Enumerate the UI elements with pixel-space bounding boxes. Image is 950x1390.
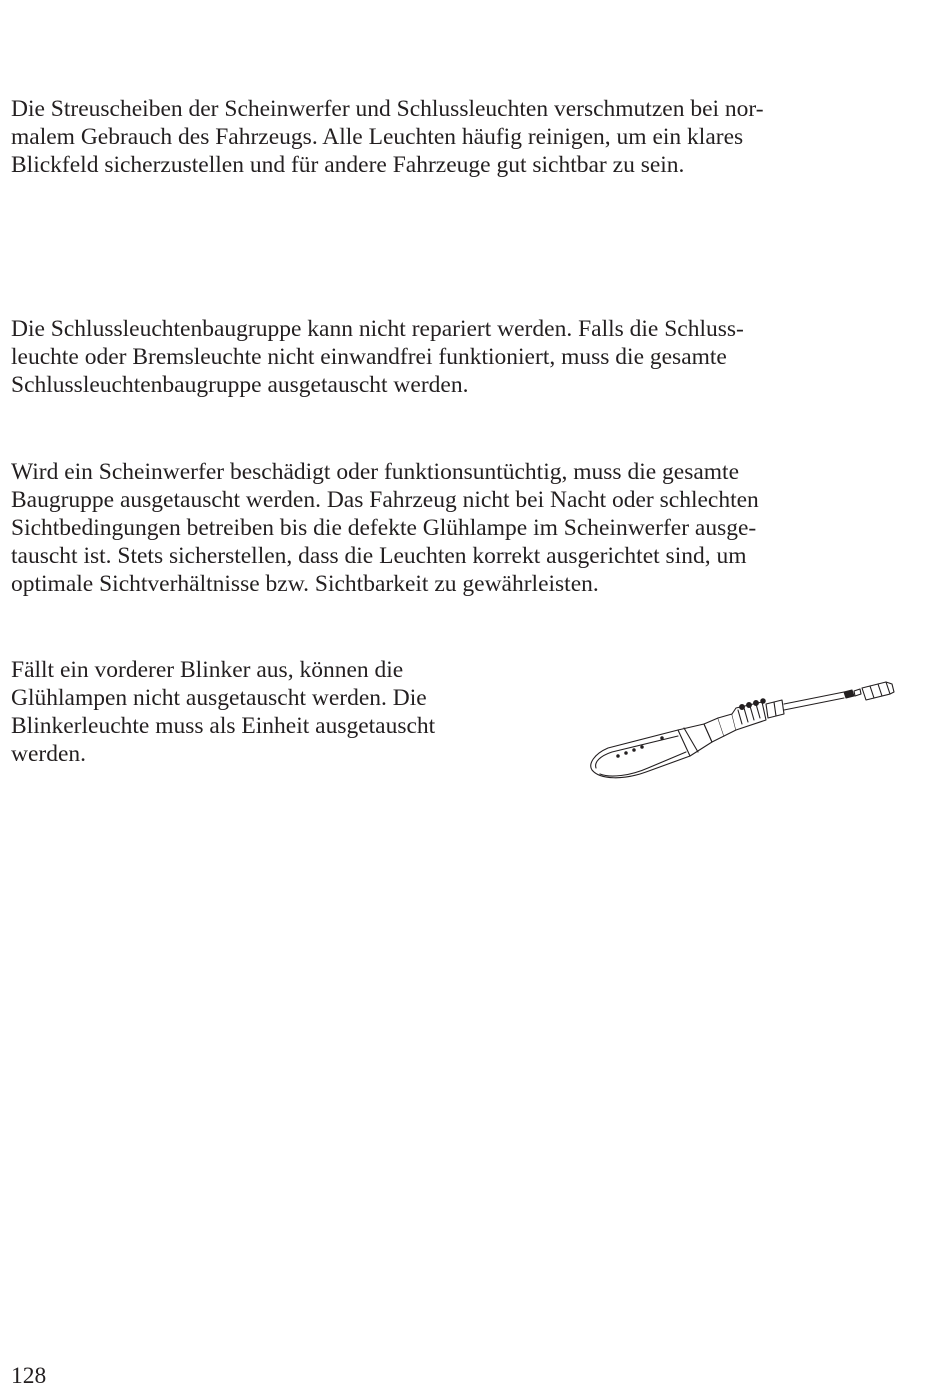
text-line: Sichtbedingungen betreiben bis die defekte Glühlampe im Scheinwerfer ausge- — [11, 515, 757, 541]
paragraph-lens-cleaning — [11, 95, 764, 179]
text-line: Blinkerleuchte muss als Einheit ausgetauscht — [11, 713, 436, 739]
paragraph-tail-light — [11, 315, 744, 399]
text-line: Die Streuscheiben der Scheinwerfer und Schlussleuchten verschmutzen bei nor- — [11, 96, 764, 122]
page-number: 128 — [11, 1363, 47, 1389]
text-line: Baugruppe ausgetauscht werden. Das Fahrzeug nicht bei Nacht oder schlechten — [11, 487, 759, 513]
paragraph-headlight — [11, 458, 759, 598]
text-line: werden. — [11, 741, 87, 767]
paragraph-turn-signal — [11, 656, 435, 768]
text-line: leuchte oder Bremsleuchte nicht einwandfrei funktioniert, muss die gesamte — [11, 344, 727, 370]
text-line: Wird ein Scheinwerfer beschädigt oder funktionsuntüchtig, muss die gesamte — [11, 459, 740, 485]
turn-signal-assembly-icon — [586, 680, 898, 790]
text-line: Schlussleuchtenbaugruppe ausgetauscht werden. — [11, 372, 469, 398]
text-line: malem Gebrauch des Fahrzeugs. Alle Leuchten häufig reinigen, um ein klares — [11, 124, 744, 150]
text-line: Blickfeld sicherzustellen und für andere Fahrzeuge gut sichtbar zu sein. — [11, 152, 685, 178]
text-line: optimale Sichtverhältnisse bzw. Sichtbarkeit zu gewährleisten. — [11, 571, 599, 597]
text-line: tauscht ist. Stets sicherstellen, dass die Leuchten korrekt ausgerichtet sind, um — [11, 543, 747, 569]
text-line: Glühlampen nicht ausgetauscht werden. Die — [11, 685, 427, 711]
text-line: Fällt ein vorderer Blinker aus, können die — [11, 657, 404, 683]
text-line: Die Schlussleuchtenbaugruppe kann nicht repariert werden. Falls die Schluss- — [11, 316, 744, 342]
